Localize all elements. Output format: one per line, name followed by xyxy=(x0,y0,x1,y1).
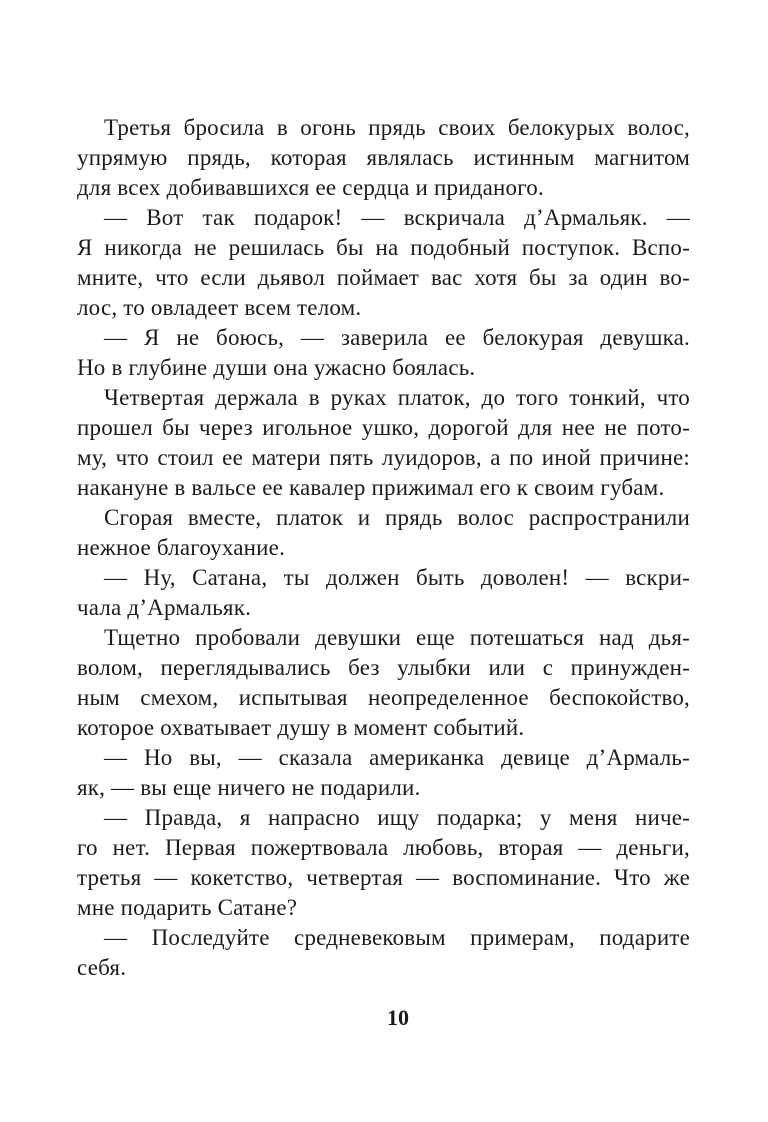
paragraph xyxy=(77,203,690,323)
text-block xyxy=(77,113,690,983)
text-line: Третья бросила в огонь прядь своих белокурых волос, xyxy=(104,115,690,140)
text-line: нежное благоухание. xyxy=(77,535,286,560)
text-line: — Последуйте средневековым примерам, подарите xyxy=(104,925,690,950)
text-line: — Правда, я напрасно ищу подарка; у меня ниче- xyxy=(104,805,690,830)
text-line: — Я не боюсь, — заверила ее белокурая девушка. xyxy=(104,325,690,350)
text-line: му, что стоил ее матери пять луидоров, а по иной причине: xyxy=(77,445,690,470)
paragraph xyxy=(77,563,690,623)
text-line: Четвертая держала в руках платок, до того тонкий, что xyxy=(104,385,690,410)
text-line: го нет. Первая пожертвовала любовь, вторая — деньги, xyxy=(77,835,690,860)
text-line: мне подарить Сатане? xyxy=(77,895,298,920)
paragraph xyxy=(77,503,690,563)
paragraph xyxy=(77,113,690,203)
paragraph xyxy=(77,383,690,503)
text-line: которое охватывает душу в момент событий. xyxy=(77,715,525,740)
text-line: прошел бы через игольное ушко, дорогой для нее не пото- xyxy=(77,415,690,440)
text-line: для всех добивавшихся ее сердца и приданого. xyxy=(77,175,544,200)
text-line: — Но вы, — сказала американка девице д’Армаль- xyxy=(104,745,690,770)
text-line: ным смехом, испытывая неопределенное беспокойство, xyxy=(77,685,690,710)
text-line: Но в глубине души она ужасно боялась. xyxy=(77,355,476,380)
text-line: мните, что если дьявол поймает вас хотя бы за один во- xyxy=(77,265,690,290)
text-line: — Ну, Сатана, ты должен быть доволен! — вскри- xyxy=(104,565,690,590)
text-line: чала д’Армальяк. xyxy=(77,595,252,620)
paragraph xyxy=(77,323,690,383)
text-line: Тщетно пробовали девушки еще потешаться над дья- xyxy=(104,625,690,650)
text-line: накануне в вальсе ее кавалер прижимал его к своим губам. xyxy=(77,475,665,500)
text-line: — Вот так подарок! — вскричала д’Армальяк. — xyxy=(104,205,690,230)
text-line: Сгорая вместе, платок и прядь волос распространили xyxy=(104,505,690,530)
paragraph xyxy=(77,623,690,743)
text-line: третья — кокетство, четвертая — воспоминание. Что же xyxy=(77,865,690,890)
page-number: 10 xyxy=(387,1005,409,1030)
text-line: Я никогда не решилась бы на подобный поступок. Вспо- xyxy=(77,235,690,260)
paragraph xyxy=(77,743,690,803)
text-line: як, — вы еще ничего не подарили. xyxy=(77,775,421,800)
text-line: волом, переглядывались без улыбки или с принужден- xyxy=(77,655,690,680)
paragraph xyxy=(77,803,690,923)
paragraph xyxy=(77,923,690,983)
text-line: себя. xyxy=(77,955,127,980)
text-line: лос, то овладеет всем телом. xyxy=(77,295,362,320)
text-line: упрямую прядь, которая являлась истинным магнитом xyxy=(77,145,690,170)
